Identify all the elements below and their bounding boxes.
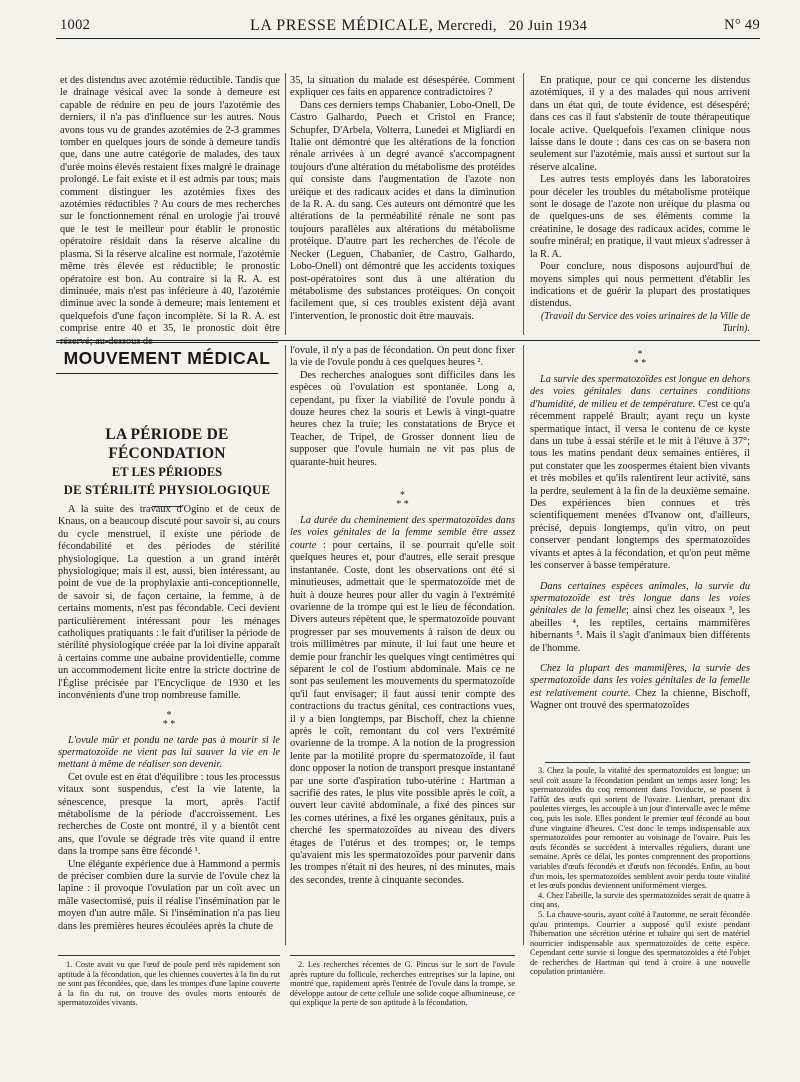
italic-lead: La durée du cheminement des spermatozoïdes dans les voies génitales de la femme semble être assez courte [290,515,515,551]
column-divider [523,345,524,945]
weekday: Mercredi, [437,18,497,34]
footnote: 3. Chez la poule, la vitalité des spermatozoïdes est longue; un seul coït assure la fécondation pendant un temps assez long; les spermatozoïdes du coq remontent dans l'oviducte, se posent à l'affût des œufs qui sortent de l'ovaire. Lienhart, prenant dix poulettes vierges, les accouple à un jour d'intervalle avec le même coq, puis les isole. Elles pondent le premier œuf fécondé au bout d'une vingtaine d'heures. C'est donc le temps indispensable aux spermatozoïdes pour remonter au voisinage de l'ovaire. Puis les œufs fécondés se succèdent à intervalles réguliers, durant une semaine. Après ce délai, les pontes comprennent des proportions variables d'œufs fécondés et d'œufs non fécondés. Enfin, au bout d'un mois, les spermatozoïdes semblent avoir perdu toute vitalité et les œufs pondus deviennent uniformément vierges. [530,766,750,891]
article-source-caption: (Travail du Service des voies urinaires de la Ville de Turin). [540,310,750,335]
paragraph-body: Chez la chienne, Bischoff, Wagner ont trouvé des spermatozoïdes [530,687,750,712]
paragraph: Dans ces derniers temps Chabanier, Lobo-Onell, De Castro Galhardo, Puech et Cristol en France; Schupfer, D'Arbela, Volterra, Lunedei et Migliardi en Italie ont démontré que les altérations de la fonction rénale arrivées à un degré avancé s'accompagnent toujours d'une altération du métabolisme des protéides qui consiste dans l'augmentation de l'azote non uréique et des radicaux acides et dans la diminution de la R. A. du sang. Ces auteurs ont démontré que les altérations de la perméabilité rénale ne sont pas toujours parallèles aux altérations du métabolisme protéique. D'autre part les recherches de l'école de Necker (Leguen, Chabanier, de Castro, Galhardo, Lobo-Onell) ont démontré que les accidents toxiques post-opératoires sont dus à une altération du métabolisme des substances protéiques. On conçoit facilement que, si ces troubles existent déjà avant l'intervention, le pronostic doit être mauvais. [290,99,515,322]
footnote: 5. La chauve-souris, ayant coïté à l'automne, ne serait fécondée qu'au printemps. Courrier a supposé qu'il existe pendant l'hibernation une sécrétion utérine et tubaire qui sert de matériel nourricier indispensable aux spermatozoïdes de cette espèce. Cependant cette survie si longue des spermatozoïdes a été l'objet de recherches de Hartman qui tend à croire à une nouvelle copulation printanière. [530,909,750,977]
header-rule [56,38,760,39]
paragraph: l'ovule, il n'y a pas de fécondation. On peut donc fixer la vie de l'ovule pondu à ces quelques heures ². [290,345,515,369]
page-number: 1002 [60,17,91,33]
column-divider [285,345,286,945]
column-divider [285,73,286,335]
paragraph: Une élégante expérience due à Hammond a permis de préciser combien dure la survie de l'ovule chez la lapine : il provoque l'ovulation par un coït avec un mâle vasectomisé, puis il réalise l'insémination par le moyen d'un autre mâle. Si l'insémination n'a pas lieu dans les premières heures écoulées après la chute de [58,858,280,932]
paragraph [290,515,515,887]
footnote: 4. Chez l'abeille, la survie des spermatozoïdes serait de quatre à cinq ans. [530,890,750,910]
paragraph: En pratique, pour ce qui concerne les distendus azotémiques, il y a des malades qui nous arrivent dans un état qui, de toute évidence, est désespéré; dans ces cas il faut s'abstenir de toute thérapeutique locale active. Quelquefois l'examen clinique nous laisse dans le doute : dans ces cas on se basera non seulement sur l'azotémie, mais aussi et surtout sur la réserve alcaline. [530,75,750,173]
article-title-line-1: LA PÉRIODE DE FÉCONDATION [105,426,229,462]
article-column-1 [58,504,280,949]
italic-lead: Dans certaines espèces animales, la survie du spermatozoïde est très longue dans les voies génitales de la femelle [530,580,750,617]
article-title [56,425,278,507]
paragraph: et des distendus avec azotémie réductible. Tandis que le drainage vésical avec la sonde à demeure est capable de réduire en peu de jours l'azotémie des derniers, il n'a pas d'influence sur les autres. Nous avons tous vu de grandes azotémies de 2-3 grammes tomber en quelques jours de sonde à demeure tandis que, dans une autre catégorie de malades, des taux d'urée moins élevés restaient fixes malgré le drainage prolongé. Le fait existe et il est admis par tous; mais comment distinguer les azotémies fixes des azotémies réductibles ? Au cours de mes recherches sur le fonctionnement rénal en urologie j'ai trouvé que le test le meilleur pour établir le pronostic opératoire résidait dans la réserve alcaline du plasma. Si la réserve alcaline est normale, l'azotémie même très élevée est réductible; le pronostic opératoire est bon. Au contraire si la R. A. est diminuée, mais n'est pas inférieure à 40, l'azotémie diminue avec la sonde à demeure; mais lentement et quelquefois d'une façon incomplète. Si la R. A. est comprise entre 40 et 35, le pronostic doit être réservé; au-dessous de [60,75,281,347]
article-column-3 [530,350,750,760]
paragraph: Des recherches analogues sont difficiles dans les espèces où l'ovulation est spontanée. Long a, cependant, pu fixer la viabilité de l'ovule pondu à douze heures chez la souris et Lewis à vingt-quatre heures chez la truie; les constatations de Bryce et Teacher, de Tripel, de Grosser donnent lieu de supposer que l'ovule humain ne vit pas plus de quarante-huit heures. [290,369,515,468]
top-column-1 [60,75,281,347]
footnote-rule [58,955,280,956]
paragraph [530,374,750,573]
issue-date: 20 Juin 1934 [508,18,588,34]
running-title [250,17,587,35]
paragraph: Cet ovule est en état d'équilibre : tous les processus vitaux sont suspendus, c'est la vie latente, la sénescence, presque la mort, après l'actif métabolisme de la période d'accroissement. Les recherches de Coste ont montré, il y a bientôt cent ans, que l'ovule se dégrade très vite quand il entre dans la trompe sans être fécondé ¹. [58,771,280,858]
article-column-2 [290,345,515,950]
article-title-line-2: ET LES PÉRIODES [111,465,223,479]
footnote-rule [290,955,515,956]
article-title-line-3: DE STÉRILITÉ PHYSIOLOGIQUE [63,483,271,497]
section-separator-stars: * * * [633,349,647,369]
italic-lead-paragraph: L'ovule mûr et pondu ne tarde pas à mourir si le spermatozoïde ne vient pas lui sauver la vie en le mettant à même de réaliser son devenir. [58,734,280,771]
issue-number: N° 49 [724,17,760,33]
paragraph-body: : pour certains, il se pourrait qu'elle soit quelques heures et, pour d'autres, elle serait presque instantanée. Coste, dont les observations ont été si minutieuses, admettait que le spermatozoïde met de huit à douze heures pour aller du vagin à l'extrémité ovarienne de la trompe qui est le lieu de fécondation. Divers auteurs répètent que, le spermatozoïde pouvant progresser par ses mouvements à raison de deux ou trois millimètres par minute, il lui faut une heure et demie pour franchir les quelques vingt centimètres qui séparent le col de l'ostium abdominale. Mais ce ne sont pas seulement les mouvements du spermatozoïde qu'il faut envisager; il faut aussi tenir compte des contractions du tractus génital, ces contractions vues, il y a bien longtemps, par Bischoff, chez la chienne après le coït, remontant du col vers l'extrémité ovarienne de la trompe. A la notion de la progression lente par la motilité propre du spermatozoïde, il faut donc opposer la notion de transport presque instantané par une sorte d'aspiration tubo-utérine : Hartman a sacrifié des rates, le plus vite possible après le coït, a ouvert leur cavité abdominale, a fixé des pinces sur les cornes utérines, a fixé les organes génitaux, puis a cherché les spermatozoïdes au niveau des divers étages de l'utérus et des trompes; or, le temps qu'avaient mis les spermatozoïdes pour parvenir dans les trompes n'était ni des heures, ni des minutes, mais des secondes, trente à cinquante secondes. [290,539,515,886]
footnotes-column-1 [58,960,280,1080]
footnotes-column-3 [530,766,750,1076]
journal-name: LA PRESSE MÉDICALE, [250,17,434,34]
footnote: 2. Les recherches récentes de G. Pincus sur le sort de l'ovule après rupture du follicule, recherches entreprises sur la lapine, ont montré que, rapidement après l'entrée de l'ovule dans la trompe, se développe autour de cette cellule une solide coque albumineuse, ce qui explique la perte de son aptitude à la fécondation. [290,960,515,1008]
section-separator-stars: * * * [162,709,176,730]
top-column-2 [290,75,515,337]
section-rule [56,340,760,341]
section-separator-stars: * * * [396,490,409,511]
paragraph [530,581,750,655]
page-header [60,15,760,37]
italic-lead: La survie des spermatozoïdes est longue en dehors des voies génitales dans certaines conditions d'humidité, de milieu et de température. [530,374,750,410]
paragraph: Les autres tests employés dans les laboratoires pour déceler les troubles du métabolisme protéique sont le dosage de l'azote non uréique du plasma ou de quelques-uns de ses éléments comme la créatinine, le dosage des radicaux acides, comme le soufre minéral; en pratique, il vaut mieux s'adresser à la R. A. [530,174,751,260]
section-heading: MOUVEMENT MÉDICAL [63,348,271,368]
footnotes-column-2 [290,960,515,1080]
footnote-rule [545,762,750,763]
italic-lead: Chez la plupart des mammifères, la survie des spermatozoïde dans les voies génitales de la femelle est relativement courte. [530,662,750,699]
paragraph [530,663,750,713]
section-heading-box [56,342,278,374]
column-divider [523,73,524,335]
top-column-3 [530,75,750,337]
paragraph-body: C'est ce qu'a récemment rappelé Brault; ayant reçu un kyste spermatique intact, il versa le contenu de ce kyste dans un tube à essai stérile et le mit à l'étuve à 37°; tous les matins pendant deux semaines entières, il put constater que les zoospermes étaient bien vivants et très mobiles et qu'ils ralentirent leur activité, sans la perdre, seulement à la fin de la deuxième semaine. Des expériences bien connues et très scientifiquement menées d'Ivanow ont, d'ailleurs, précisé, depuis longtemps, qu'in vitro, on peut conserver pendant longtemps des spermatozoïdes vivants et aptes à la fécondation, et qu'on peut même les conserver à basse température. [530,398,750,572]
paragraph: A la suite des travaux d'Ogino et de ceux de Knaus, on a beaucoup discuté pour savoir si, au cours du cycle menstruel, il existe une période de fécondabilité et des périodes de stérilité physiologique. La question a un grand intérêt physiologique; mais il est, aussi, bien intéressant, au point de vue de la prophylaxie anti-conceptionnelle, de savoir si, de façon certaine, la femme, à de certains moments, n'est pas fécondable. Ceci devient particulièrement intéressant pour les ménages catholiques pratiquants : le fait d'utiliser la période de stérilité physiologique créée par la loi divine apparaît à certains comme une aubaine providentielle, comme un accommodement licite entre la stricte doctrine de l'Église précisée par l'Encyclique de 1930 et les inconvénients d'une trop nombreuse famille. [58,504,280,702]
paragraph: Pour conclure, nous disposons aujourd'hui de moyens simples qui nous permettent d'établir les indications et de guérir la plupart des prostatiques distendus. [530,261,750,310]
paragraph-body: ; ainsi chez les oiseaux ³, les abeilles ⁴, les reptiles, certains mammifères hibernants ⁵. Mais il s'agit d'animaux bien différents de l'homme. [530,605,751,654]
footnote: 1. Coste avait vu que l'œuf de poule perd très rapidement son aptitude à la fécondation, que les chiennes couvertes à la fin du rut ne sont pas fécondées, que, dans les trompes d'une lapine couverte à la fin du rut, on trouve des ovules morts entourés de spermatozoïdes vivants. [58,960,280,1008]
paragraph: 35, la situation du malade est désespérée. Comment expliquer ces faits en apparence contradictoires ? [290,75,515,99]
